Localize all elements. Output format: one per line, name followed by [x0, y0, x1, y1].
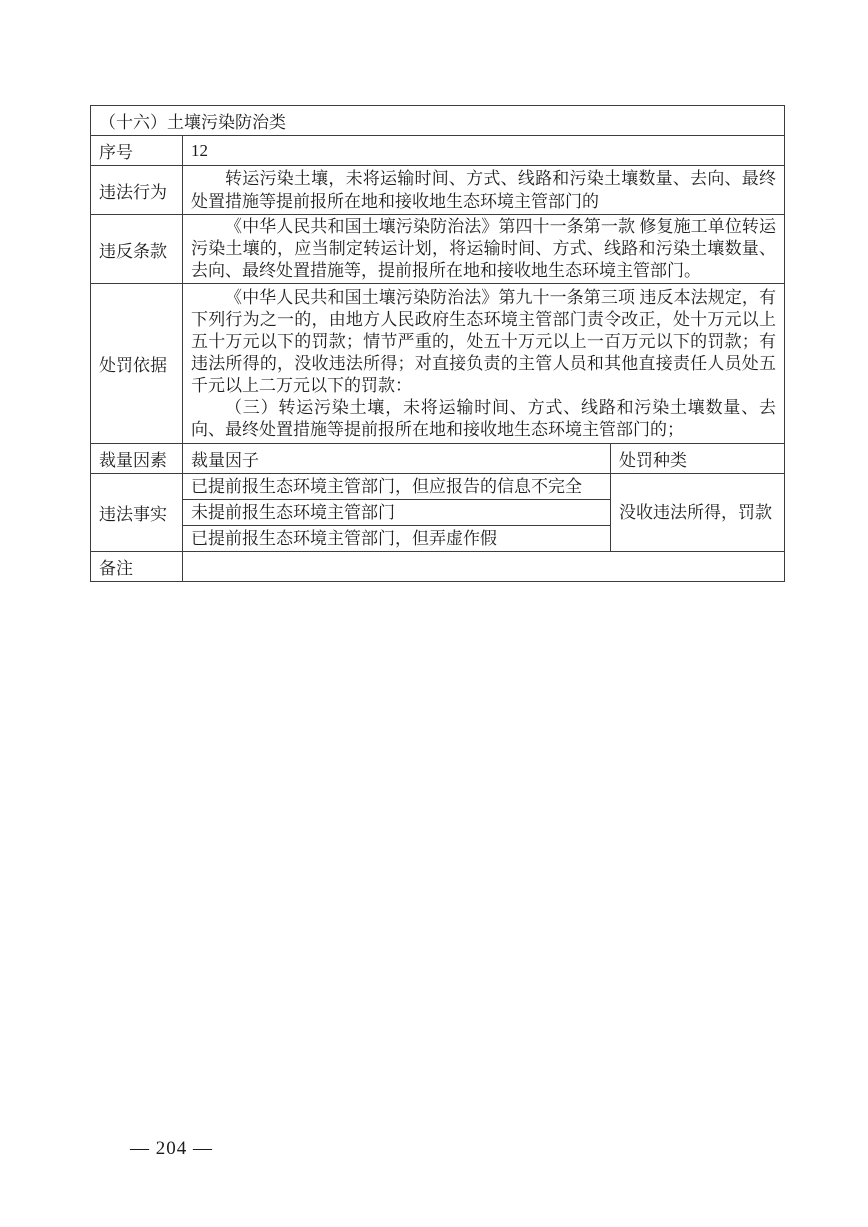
- row-label-violated-clause: 违反条款: [91, 215, 183, 284]
- table-row: [91, 444, 785, 474]
- penalty-type-header: 处罚种类: [611, 444, 785, 474]
- row-label-discretion: 裁量因素: [91, 444, 183, 474]
- table-row: [91, 166, 785, 215]
- illegal-fact-item: 已提前报生态环境主管部门，但应报告的信息不完全: [183, 474, 611, 500]
- row-label-illegal-act: 违法行为: [91, 166, 183, 215]
- remark-value: [183, 552, 785, 582]
- table-row: [91, 474, 785, 500]
- serial-value: 12: [183, 136, 785, 166]
- row-label-remark: 备注: [91, 552, 183, 582]
- row-label-illegal-facts: 违法事实: [91, 474, 183, 552]
- table-row: [91, 106, 785, 136]
- penalty-basis-cell: [183, 284, 785, 444]
- table-row: [91, 552, 785, 582]
- penalty-basis-paragraph-2: （三）转运污染土壤，未将运输时间、方式、线路和污染土壤数量、去向、最终处置措施等提前报所在地和接收地生态环境主管部门的；: [191, 397, 776, 439]
- violation-category-table: [90, 105, 785, 582]
- violated-clause-text: 《中华人民共和国土壤污染防治法》第四十一条第一款 修复施工单位转运污染土壤的，应当制定转运计划，将运输时间、方式、线路和污染土壤数量、去向、最终处置措施等，提前报所在地和接收地生态环境主管部门。: [191, 217, 776, 280]
- illegal-fact-item: 未提前报生态环境主管部门: [183, 500, 611, 526]
- category-header: （十六）土壤污染防治类: [91, 106, 785, 136]
- illegal-act-text: 转运污染土壤，未将运输时间、方式、线路和污染土壤数量、去向、最终处置措施等提前报所在地和接收地生态环境主管部门的: [191, 169, 776, 211]
- table-row: [91, 284, 785, 444]
- page-number: — 204 —: [130, 1138, 213, 1159]
- table-row: [91, 215, 785, 284]
- row-label-serial: 序号: [91, 136, 183, 166]
- row-label-penalty-basis: 处罚依据: [91, 284, 183, 444]
- violated-clause-cell: [183, 215, 785, 284]
- illegal-fact-item: 已提前报生态环境主管部门，但弄虚作假: [183, 526, 611, 552]
- illegal-act-cell: [183, 166, 785, 215]
- table-row: [91, 136, 785, 166]
- penalty-basis-paragraph-1: 《中华人民共和国土壤污染防治法》第九十一条第三项 违反本法规定，有下列行为之一的，由地方人民政府生态环境主管部门责令改正，处十万元以上五十万元以下的罚款；情节严重的，处五十万元以上一百万元以下的罚款；有违法所得的，没收违法所得；对直接负责的主管人员和其他直接责任人员处五千元以上二万元以下的罚款：: [191, 287, 776, 395]
- discretion-factor-header: 裁量因子: [183, 444, 611, 474]
- penalty-type-value: 没收违法所得，罚款: [611, 474, 785, 552]
